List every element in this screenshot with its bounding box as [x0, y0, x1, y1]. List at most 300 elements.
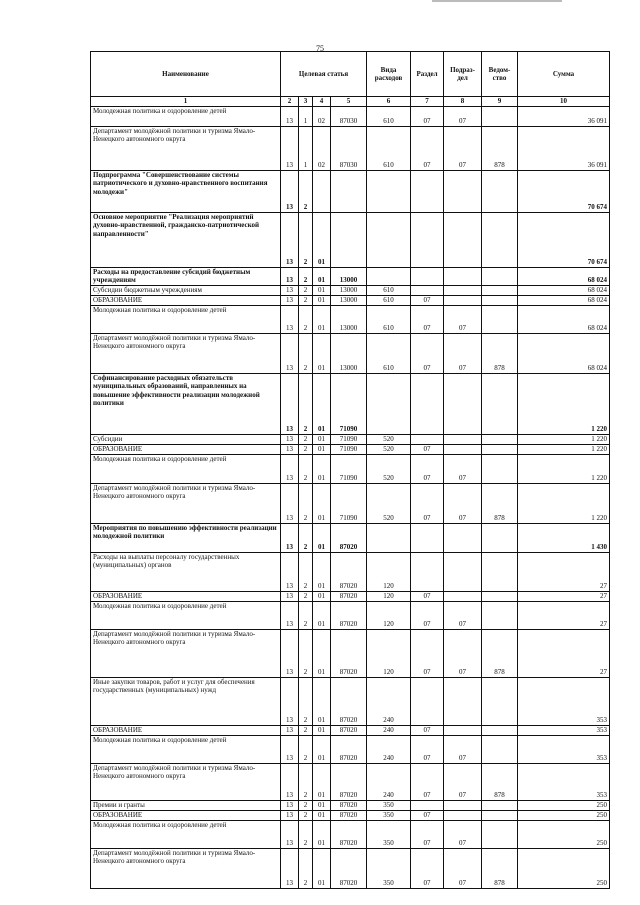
target-code-3: 01	[313, 800, 331, 810]
target-code-3: 01	[313, 820, 331, 848]
subsection-code	[444, 591, 482, 601]
department-code	[482, 295, 518, 305]
expense-type-code: 610	[367, 106, 411, 126]
expense-type-code: 520	[367, 444, 411, 454]
section-code	[411, 373, 444, 434]
section-code: 07	[411, 629, 444, 677]
amount-value: 68 024	[518, 305, 610, 333]
target-code-2: 2	[299, 629, 313, 677]
section-code: 07	[411, 444, 444, 454]
target-code-3: 01	[313, 591, 331, 601]
target-code-3: 01	[313, 725, 331, 735]
row-name: Расходы на выплаты персоналу государственных (муниципальных) органов	[91, 552, 281, 591]
subsection-code: 07	[444, 483, 482, 523]
expense-type-code: 240	[367, 735, 411, 763]
row-name: Субсидии бюджетным учреждениям	[91, 285, 281, 295]
department-code	[482, 601, 518, 629]
section-code	[411, 170, 444, 212]
subsection-code: 07	[444, 629, 482, 677]
section-code: 07	[411, 126, 444, 170]
target-code-4: 87020	[331, 601, 367, 629]
amount-value: 353	[518, 735, 610, 763]
department-code: 878	[482, 848, 518, 888]
target-code-4: 87020	[331, 552, 367, 591]
subsection-code	[444, 285, 482, 295]
department-code: 878	[482, 629, 518, 677]
amount-value: 36 091	[518, 126, 610, 170]
target-code-4: 71090	[331, 434, 367, 444]
table-row	[91, 629, 610, 677]
amount-value: 250	[518, 848, 610, 888]
table-row	[91, 212, 610, 267]
target-code-1: 13	[281, 848, 299, 888]
target-code-1: 13	[281, 483, 299, 523]
target-code-1: 13	[281, 373, 299, 434]
subsection-code: 07	[444, 848, 482, 888]
department-code	[482, 285, 518, 295]
target-code-3: 01	[313, 373, 331, 434]
target-code-4: 13000	[331, 305, 367, 333]
target-code-1: 13	[281, 444, 299, 454]
table-row	[91, 763, 610, 800]
target-code-2: 2	[299, 373, 313, 434]
target-code-2: 2	[299, 444, 313, 454]
target-code-4: 87020	[331, 763, 367, 800]
target-code-3: 01	[313, 305, 331, 333]
target-code-1: 13	[281, 170, 299, 212]
expense-type-code: 350	[367, 810, 411, 820]
department-code	[482, 810, 518, 820]
section-code	[411, 677, 444, 725]
target-code-1: 13	[281, 629, 299, 677]
column-number: 8	[444, 97, 482, 107]
target-code-3: 01	[313, 677, 331, 725]
row-name: Департамент молодёжной политики и туризма Ямало-Ненецкого автономного округа	[91, 126, 281, 170]
section-code: 07	[411, 106, 444, 126]
section-code: 07	[411, 820, 444, 848]
table-row	[91, 434, 610, 444]
column-number: 10	[518, 97, 610, 107]
target-code-3: 01	[313, 267, 331, 285]
department-code	[482, 434, 518, 444]
target-code-2: 2	[299, 677, 313, 725]
department-code	[482, 106, 518, 126]
header-section: Раздел	[411, 52, 444, 97]
target-code-4: 71090	[331, 483, 367, 523]
target-code-4: 71090	[331, 454, 367, 483]
table-row	[91, 454, 610, 483]
target-code-1: 13	[281, 333, 299, 373]
amount-value: 250	[518, 810, 610, 820]
expense-type-code: 120	[367, 552, 411, 591]
subsection-code: 07	[444, 601, 482, 629]
target-code-3: 01	[313, 735, 331, 763]
table-row	[91, 483, 610, 523]
amount-value: 70 674	[518, 170, 610, 212]
amount-value: 27	[518, 601, 610, 629]
amount-value: 27	[518, 591, 610, 601]
target-code-2: 2	[299, 285, 313, 295]
target-code-4: 87020	[331, 800, 367, 810]
target-code-2: 2	[299, 552, 313, 591]
subsection-code: 07	[444, 106, 482, 126]
target-code-4: 87030	[331, 126, 367, 170]
table-row	[91, 373, 610, 434]
expense-type-code: 520	[367, 434, 411, 444]
subsection-code: 07	[444, 305, 482, 333]
row-name: ОБРАЗОВАНИЕ	[91, 295, 281, 305]
amount-value: 68 024	[518, 267, 610, 285]
department-code	[482, 454, 518, 483]
target-code-3: 01	[313, 454, 331, 483]
header-department: Ведом-ство	[482, 52, 518, 97]
target-code-4: 71090	[331, 444, 367, 454]
table-body	[91, 106, 610, 888]
row-name: Основное мероприятие "Реализация мероприятий духовно-нравственной, гражданско-патриотической направленности"	[91, 212, 281, 267]
table-row	[91, 267, 610, 285]
target-code-4: 13000	[331, 267, 367, 285]
row-name: Молодежная политика и оздоровление детей	[91, 454, 281, 483]
target-code-2: 2	[299, 212, 313, 267]
amount-value: 1 220	[518, 454, 610, 483]
department-code	[482, 552, 518, 591]
target-code-2: 2	[299, 820, 313, 848]
target-code-1: 13	[281, 106, 299, 126]
table-row	[91, 677, 610, 725]
column-number: 1	[91, 97, 281, 107]
row-name: Субсидии	[91, 434, 281, 444]
target-code-1: 13	[281, 285, 299, 295]
target-code-4: 13000	[331, 285, 367, 295]
section-code: 07	[411, 333, 444, 373]
target-code-4: 87020	[331, 725, 367, 735]
table-row	[91, 725, 610, 735]
target-code-4: 87020	[331, 523, 367, 552]
table-row	[91, 591, 610, 601]
row-name: ОБРАЗОВАНИЕ	[91, 444, 281, 454]
table-row	[91, 820, 610, 848]
table-row	[91, 126, 610, 170]
page-number: 75	[316, 44, 324, 53]
header-target-article: Целевая статья	[281, 52, 367, 97]
department-code	[482, 820, 518, 848]
row-name: Департамент молодёжной политики и туризма Ямало-Ненецкого автономного округа	[91, 483, 281, 523]
expense-type-code: 240	[367, 763, 411, 800]
header-row	[91, 52, 610, 97]
table-row	[91, 601, 610, 629]
section-code	[411, 267, 444, 285]
subsection-code	[444, 523, 482, 552]
expense-type-code: 350	[367, 800, 411, 810]
target-code-3: 01	[313, 601, 331, 629]
department-code	[482, 444, 518, 454]
subsection-code	[444, 267, 482, 285]
target-code-2: 1	[299, 126, 313, 170]
department-code	[482, 735, 518, 763]
row-name: ОБРАЗОВАНИЕ	[91, 591, 281, 601]
target-code-4: 13000	[331, 295, 367, 305]
section-code	[411, 212, 444, 267]
column-number: 3	[299, 97, 313, 107]
target-code-1: 13	[281, 454, 299, 483]
section-code: 07	[411, 725, 444, 735]
target-code-4	[331, 212, 367, 267]
target-code-4: 87020	[331, 591, 367, 601]
expense-type-code: 610	[367, 295, 411, 305]
target-code-1: 13	[281, 800, 299, 810]
target-code-1: 13	[281, 725, 299, 735]
section-code: 07	[411, 601, 444, 629]
target-code-4: 87020	[331, 677, 367, 725]
target-code-2: 2	[299, 295, 313, 305]
target-code-3: 01	[313, 444, 331, 454]
target-code-3: 01	[313, 629, 331, 677]
target-code-1: 13	[281, 434, 299, 444]
department-code: 878	[482, 333, 518, 373]
column-number-row	[91, 97, 610, 107]
expense-type-code: 610	[367, 305, 411, 333]
expense-type-code: 520	[367, 483, 411, 523]
row-name: Департамент молодёжной политики и туризма Ямало-Ненецкого автономного округа	[91, 763, 281, 800]
subsection-code	[444, 677, 482, 725]
table-row	[91, 170, 610, 212]
department-code	[482, 591, 518, 601]
table-row	[91, 444, 610, 454]
subsection-code	[444, 170, 482, 212]
expense-type-code: 120	[367, 591, 411, 601]
amount-value: 1 220	[518, 444, 610, 454]
amount-value: 68 024	[518, 333, 610, 373]
amount-value: 27	[518, 552, 610, 591]
amount-value: 250	[518, 820, 610, 848]
expense-type-code: 610	[367, 126, 411, 170]
department-code: 878	[482, 483, 518, 523]
target-code-1: 13	[281, 267, 299, 285]
table-row	[91, 810, 610, 820]
target-code-3: 01	[313, 552, 331, 591]
subsection-code	[444, 434, 482, 444]
target-code-3: 01	[313, 523, 331, 552]
scan-edge-mark	[432, 0, 562, 2]
expense-type-code: 520	[367, 454, 411, 483]
target-code-1: 13	[281, 601, 299, 629]
target-code-3	[313, 170, 331, 212]
section-code: 07	[411, 735, 444, 763]
row-name: Департамент молодёжной политики и туризма Ямало-Ненецкого автономного округа	[91, 629, 281, 677]
expense-type-code: 120	[367, 601, 411, 629]
subsection-code	[444, 810, 482, 820]
row-name: ОБРАЗОВАНИЕ	[91, 810, 281, 820]
target-code-2: 2	[299, 810, 313, 820]
table-row	[91, 106, 610, 126]
row-name: Молодежная политика и оздоровление детей	[91, 735, 281, 763]
target-code-1: 13	[281, 305, 299, 333]
section-code	[411, 552, 444, 591]
department-code	[482, 170, 518, 212]
table-row	[91, 800, 610, 810]
target-code-4: 87020	[331, 848, 367, 888]
department-code: 878	[482, 126, 518, 170]
amount-value: 353	[518, 725, 610, 735]
target-code-2: 2	[299, 333, 313, 373]
amount-value: 1 220	[518, 373, 610, 434]
amount-value: 27	[518, 629, 610, 677]
department-code: 878	[482, 763, 518, 800]
expense-type-code: 610	[367, 333, 411, 373]
section-code: 07	[411, 810, 444, 820]
table-row	[91, 523, 610, 552]
target-code-3: 01	[313, 434, 331, 444]
section-code	[411, 523, 444, 552]
target-code-3: 01	[313, 333, 331, 373]
target-code-1: 13	[281, 523, 299, 552]
target-code-2: 2	[299, 800, 313, 810]
amount-value: 353	[518, 763, 610, 800]
expense-type-code: 350	[367, 848, 411, 888]
department-code	[482, 373, 518, 434]
target-code-3: 01	[313, 285, 331, 295]
subsection-code	[444, 552, 482, 591]
table-row	[91, 295, 610, 305]
target-code-3: 01	[313, 763, 331, 800]
target-code-3: 01	[313, 212, 331, 267]
row-name: Департамент молодёжной политики и туризма Ямало-Ненецкого автономного округа	[91, 848, 281, 888]
row-name: Молодежная политика и оздоровление детей	[91, 601, 281, 629]
expense-type-code	[367, 523, 411, 552]
target-code-4: 87020	[331, 735, 367, 763]
row-name: Мероприятия по повышению эффективности реализации молодежной политики	[91, 523, 281, 552]
subsection-code	[444, 373, 482, 434]
amount-value: 1 430	[518, 523, 610, 552]
budget-table	[90, 51, 610, 889]
target-code-4: 87030	[331, 106, 367, 126]
target-code-1: 13	[281, 295, 299, 305]
target-code-2: 2	[299, 305, 313, 333]
target-code-2: 2	[299, 591, 313, 601]
row-name: Расходы на предоставление субсидий бюджетным учреждениям	[91, 267, 281, 285]
subsection-code	[444, 725, 482, 735]
table-row	[91, 552, 610, 591]
subsection-code: 07	[444, 763, 482, 800]
header-subsection: Подраз-дел	[444, 52, 482, 97]
expense-type-code	[367, 373, 411, 434]
target-code-2: 2	[299, 267, 313, 285]
target-code-1: 13	[281, 820, 299, 848]
target-code-4	[331, 170, 367, 212]
subsection-code	[444, 800, 482, 810]
header-name: Наименование	[91, 52, 281, 97]
target-code-4: 87020	[331, 629, 367, 677]
row-name: Молодежная политика и оздоровление детей	[91, 305, 281, 333]
target-code-3: 02	[313, 126, 331, 170]
expense-type-code: 350	[367, 820, 411, 848]
target-code-1: 13	[281, 735, 299, 763]
target-code-1: 13	[281, 126, 299, 170]
target-code-4: 87020	[331, 810, 367, 820]
table-row	[91, 285, 610, 295]
target-code-1: 13	[281, 763, 299, 800]
expense-type-code	[367, 212, 411, 267]
expense-type-code: 240	[367, 725, 411, 735]
target-code-2: 2	[299, 601, 313, 629]
department-code	[482, 523, 518, 552]
target-code-1: 13	[281, 212, 299, 267]
column-number: 4	[313, 97, 331, 107]
target-code-4: 87020	[331, 820, 367, 848]
target-code-2: 2	[299, 454, 313, 483]
section-code: 07	[411, 848, 444, 888]
section-code	[411, 434, 444, 444]
section-code: 07	[411, 591, 444, 601]
target-code-2: 2	[299, 483, 313, 523]
section-code: 07	[411, 305, 444, 333]
row-name: Софинансирование расходных обязательств муниципальных образований, направленных на повышение эффективности реализации молодежной политики	[91, 373, 281, 434]
section-code: 07	[411, 763, 444, 800]
subsection-code: 07	[444, 820, 482, 848]
table-row	[91, 305, 610, 333]
subsection-code: 07	[444, 333, 482, 373]
target-code-3: 01	[313, 810, 331, 820]
amount-value: 1 220	[518, 483, 610, 523]
target-code-2: 2	[299, 725, 313, 735]
target-code-3: 01	[313, 483, 331, 523]
section-code	[411, 800, 444, 810]
row-name: ОБРАЗОВАНИЕ	[91, 725, 281, 735]
department-code	[482, 725, 518, 735]
section-code: 07	[411, 295, 444, 305]
amount-value: 68 024	[518, 285, 610, 295]
target-code-2: 2	[299, 170, 313, 212]
expense-type-code	[367, 170, 411, 212]
amount-value: 70 674	[518, 212, 610, 267]
subsection-code: 07	[444, 126, 482, 170]
expense-type-code: 610	[367, 285, 411, 295]
target-code-2: 2	[299, 735, 313, 763]
table-row	[91, 333, 610, 373]
subsection-code	[444, 212, 482, 267]
target-code-2: 2	[299, 763, 313, 800]
column-number: 5	[331, 97, 367, 107]
subsection-code: 07	[444, 735, 482, 763]
department-code	[482, 800, 518, 810]
amount-value: 250	[518, 800, 610, 810]
target-code-3: 01	[313, 295, 331, 305]
expense-type-code	[367, 267, 411, 285]
table-row	[91, 735, 610, 763]
section-code	[411, 285, 444, 295]
header-expense-type: Вида расходов	[367, 52, 411, 97]
subsection-code	[444, 295, 482, 305]
target-code-4: 71090	[331, 373, 367, 434]
target-code-2: 1	[299, 106, 313, 126]
amount-value: 1 220	[518, 434, 610, 444]
expense-type-code: 240	[367, 677, 411, 725]
target-code-1: 13	[281, 677, 299, 725]
row-name: Иные закупки товаров, работ и услуг для обеспечения государственных (муниципальных) нужд	[91, 677, 281, 725]
header-amount: Сумма	[518, 52, 610, 97]
row-name: Департамент молодёжной политики и туризма Ямало-Ненецкого автономного округа	[91, 333, 281, 373]
department-code	[482, 212, 518, 267]
target-code-1: 13	[281, 810, 299, 820]
target-code-2: 2	[299, 434, 313, 444]
amount-value: 353	[518, 677, 610, 725]
column-number: 7	[411, 97, 444, 107]
target-code-4: 13000	[331, 333, 367, 373]
section-code: 07	[411, 483, 444, 523]
column-number: 2	[281, 97, 299, 107]
department-code	[482, 267, 518, 285]
target-code-1: 13	[281, 591, 299, 601]
